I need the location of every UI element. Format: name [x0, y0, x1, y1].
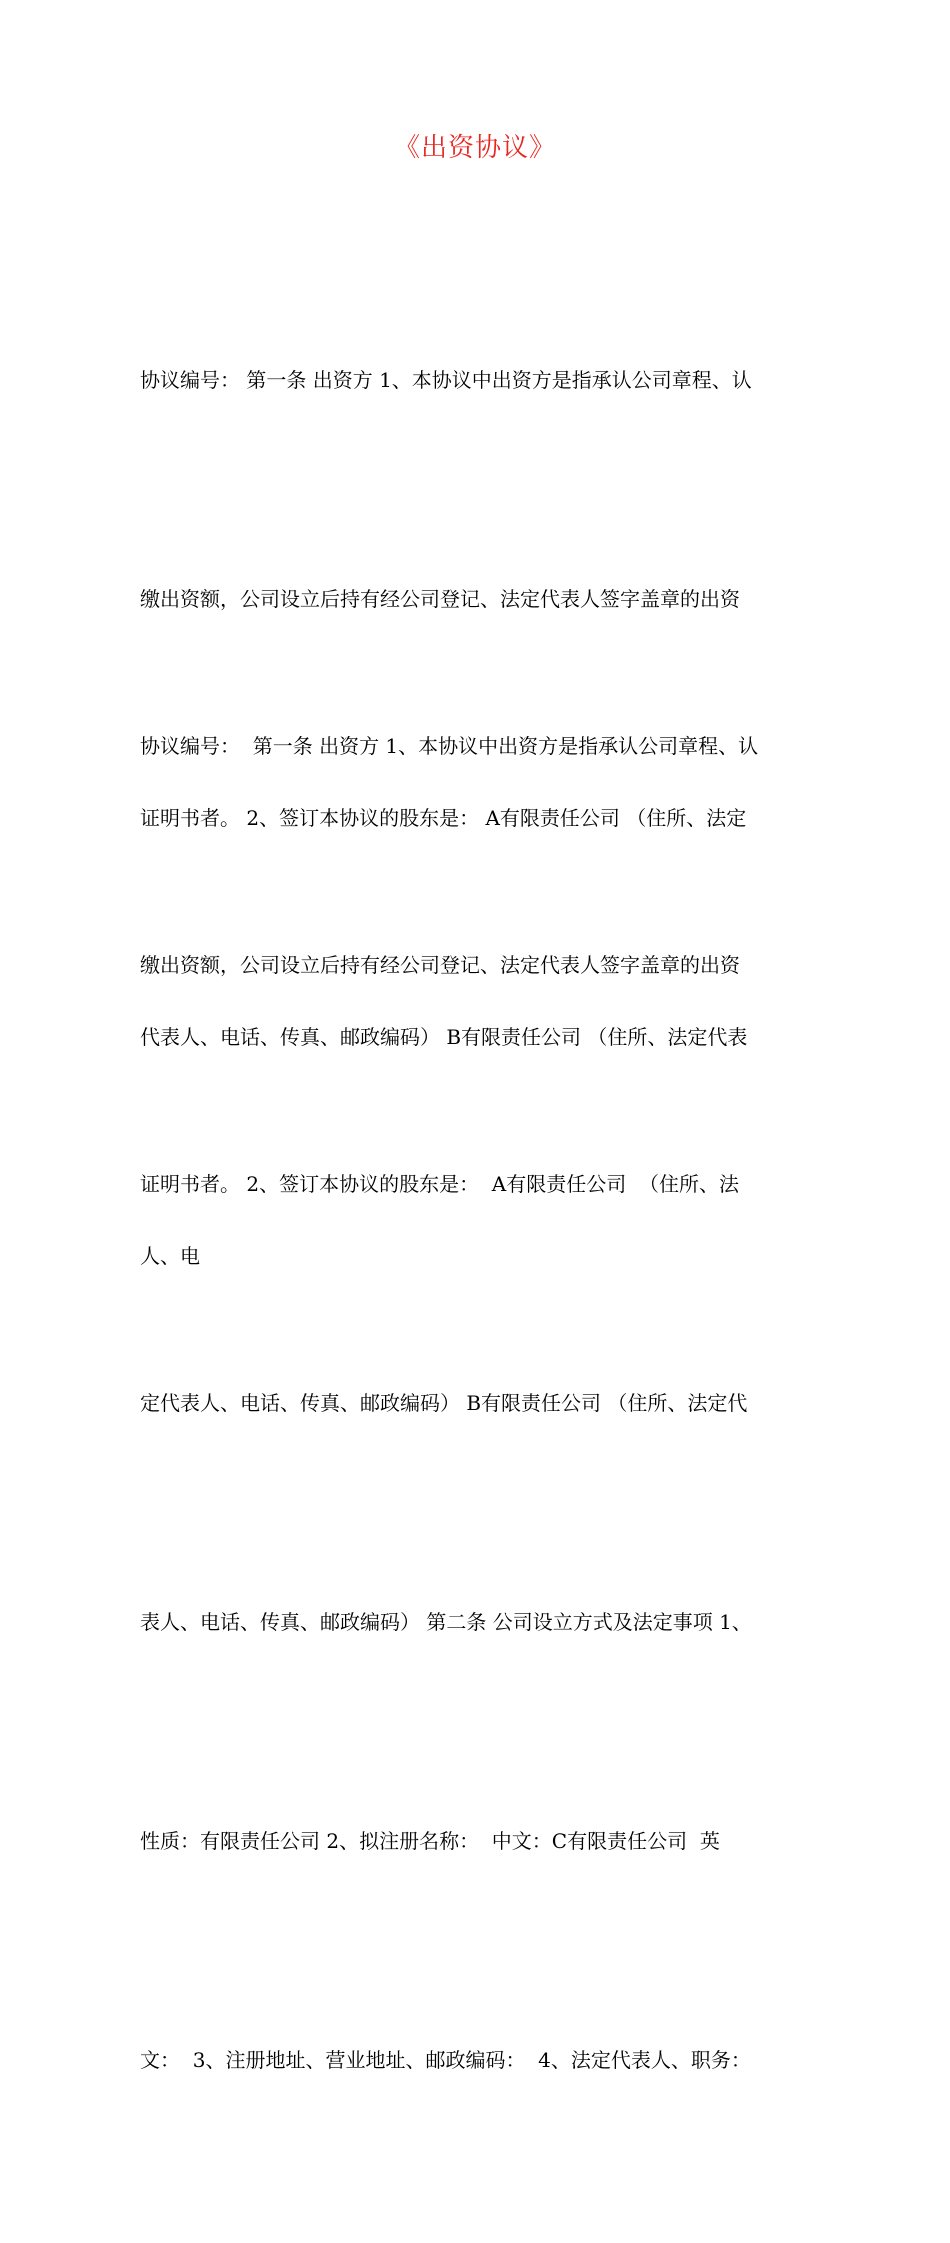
paragraph-line: 协议编号： 第一条 出资方 1、本协议中出资方是指承认公司章程、认 [140, 368, 752, 392]
paragraph-line: 缴出资额，公司设立后持有经公司登记、法定代表人签字盖章的出资 [140, 953, 740, 977]
paragraph-line: 协议编号： 第一条 出资方 1、本协议中出资方是指承认公司章程、认 [140, 734, 759, 758]
paragraph-line: 定代表人、电话、传真、邮政编码） B有限责任公司 （住所、法定代 [140, 1391, 748, 1415]
document-title: 《出资协议》 [393, 133, 556, 163]
paragraph-line: 缴出资额，公司设立后持有经公司登记、法定代表人签字盖章的出资 [140, 587, 740, 611]
paragraph-line: 代表人、电话、传真、邮政编码） B有限责任公司 （住所、法定代表 [140, 1025, 748, 1049]
paragraph-line: 人、电 [140, 1244, 200, 1268]
paragraph-line: 性质：有限责任公司 2、拟注册名称： 中文：C有限责任公司 英 [140, 1829, 720, 1853]
paragraph-2 [140, 564, 830, 2243]
paragraph-line: 证明书者。 2、签订本协议的股东是： A有限责任公司 （住所、法定 [140, 806, 747, 830]
paragraph-line: 证明书者。 2、签订本协议的股东是： A有限责任公司 （住所、法 [140, 1172, 739, 1196]
paragraph-line: 文： 3、注册地址、营业地址、邮政编码： 4、法定代表人、职务： [140, 2048, 751, 2072]
paragraph-line: 表人、电话、传真、邮政编码） 第二条 公司设立方式及法定事项 1、 [140, 1610, 752, 1634]
